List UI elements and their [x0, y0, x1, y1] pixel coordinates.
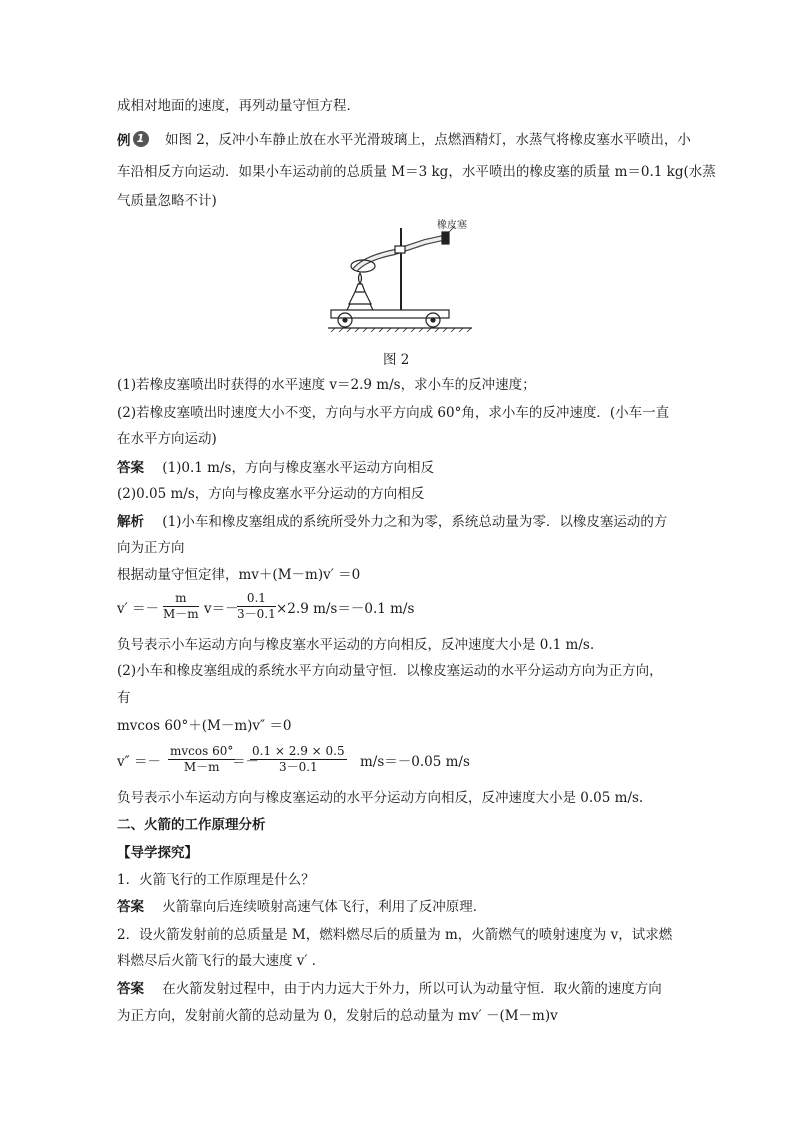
section-heading: 二、火箭的工作原理分析	[117, 817, 266, 833]
text-line: 为正方向，发射前火箭的总动量为 0，发射后的总动量为 mv′ －(M－m)v	[117, 1008, 558, 1024]
equation-line: mvcos 60°＋(M－m)v″ ＝0	[117, 718, 292, 734]
question-line: 2．设火箭发射前的总质量是 M，燃料燃尽后的质量为 m，火箭燃气的喷射速度为 v，试求燃	[117, 927, 673, 943]
text-line: 料燃尽后火箭飞行的最大速度 v′ ．	[117, 953, 326, 969]
fraction-numeric-2: $\frac{0.1 \times 2.9 \times 0.5}{3-0.1}$	[252, 744, 345, 774]
stopper-label: 橡皮塞	[437, 220, 467, 231]
subsection-heading: 【导学探究】	[117, 845, 198, 861]
tube	[355, 238, 443, 270]
example-text: 如图 2，反冲小车静止放在水平光滑玻璃上，点燃酒精灯，水蒸气将橡皮塞水平喷出，小	[165, 132, 691, 148]
example-label: 例	[117, 133, 131, 149]
equation-part: v＝－	[204, 601, 239, 617]
text-line: 负号表示小车运动方向与橡皮塞运动的水平分运动方向相反，反冲速度大小是 0.05 m/s.	[117, 790, 644, 806]
answer-label: 答案	[117, 460, 144, 476]
question-line: 1．火箭飞行的工作原理是什么？	[117, 872, 315, 888]
reaction-cart-figure	[325, 218, 475, 336]
fraction-m-over-Mm: $\frac{m}{M-m}$	[163, 591, 199, 621]
answer-label: 答案	[117, 981, 144, 997]
equation-part: ×2.9 m/s＝－0.1 m/s	[276, 601, 415, 617]
fraction-numeric: $\frac{0.1}{3-0.1}$	[237, 591, 276, 621]
answer-label: 答案	[117, 899, 144, 915]
text-line: 负号表示小车运动方向与橡皮塞水平运动的方向相反，反冲速度大小是 0.1 m/s.	[117, 637, 595, 653]
text-line: 在水平方向运动)	[117, 431, 217, 447]
answer-line-2: (2)0.05 m/s，方向与橡皮塞水平分运动的方向相反	[117, 486, 425, 502]
question-2: (2)若橡皮塞喷出时速度大小不变，方向与水平方向成 60°角，求小车的反冲速度．(小车一直	[117, 405, 670, 421]
text-line: 向为正方向	[117, 540, 185, 556]
answer-line: 答案 在火箭发射过程中，由于内力远大于外力，所以可认为动量守恒．取火箭的速度方向	[117, 981, 662, 997]
equation-part: m/s＝－0.05 m/s	[360, 754, 470, 770]
example-number-icon: 1	[133, 131, 149, 147]
analysis-label: 解析	[117, 514, 144, 530]
text-line: 有	[117, 690, 131, 706]
text-line: 气质量忽略不计)	[117, 193, 217, 209]
equation-part: v′ ＝－	[117, 601, 159, 617]
equation-part: ＝－	[232, 754, 259, 770]
analysis-line: 解析 (1)小车和橡皮塞组成的系统所受外力之和为零，系统总动量为零．以橡皮塞运动的方	[117, 514, 668, 530]
flame	[359, 273, 362, 284]
text-line: 成相对地面的速度，再列动量守恒方程．	[117, 98, 360, 114]
figure-caption: 图 2	[383, 352, 410, 368]
answer-line: 答案 (1)0.1 m/s，方向与橡皮塞水平运动方向相反	[117, 460, 434, 476]
example-badge	[117, 129, 149, 149]
equation-part: v″ ＝－	[117, 754, 161, 770]
rubber-stopper	[442, 232, 449, 244]
text-line: (2)小车和橡皮塞组成的系统水平方向动量守恒．以橡皮塞运动的水平分运动方向为正方向，	[117, 663, 663, 679]
answer-line: 答案 火箭靠向后连续喷射高速气体飞行，利用了反冲原理．	[117, 899, 487, 915]
question-1: (1)若橡皮塞喷出时获得的水平速度 v＝2.9 m/s，求小车的反冲速度；	[117, 377, 536, 393]
alcohol-lamp	[349, 292, 371, 304]
fraction-mvcos: $\frac{mvcos 60^\circ}{M-m}$	[170, 744, 234, 774]
equation-line: 根据动量守恒定律，mv＋(M－m)v′ ＝0	[117, 567, 361, 583]
text-line: 车沿相反方向运动．如果小车运动前的总质量 M＝3 kg，水平喷出的橡皮塞的质量 m＝0.1 kg(水蒸	[117, 164, 716, 180]
